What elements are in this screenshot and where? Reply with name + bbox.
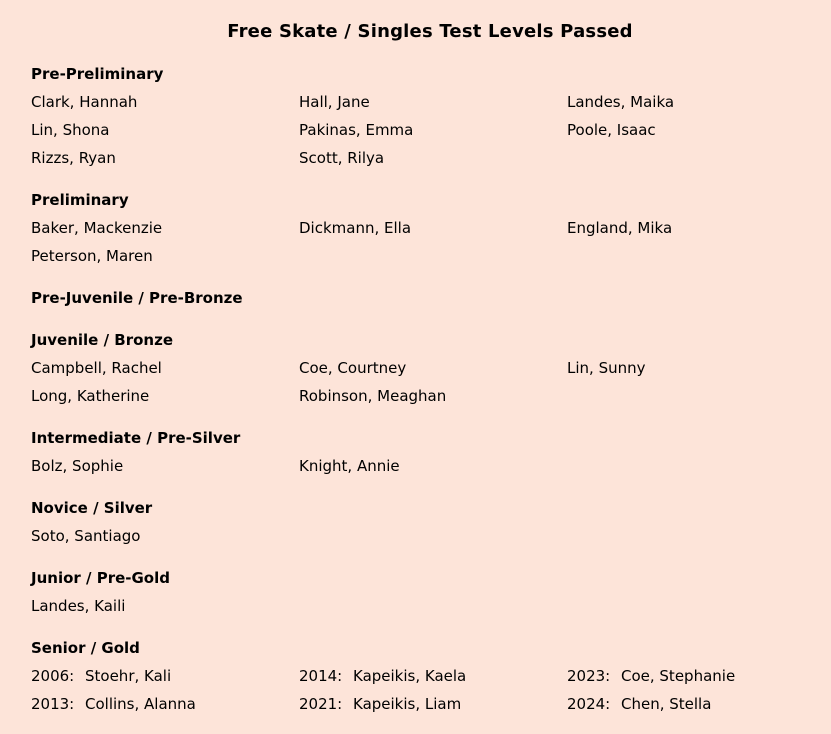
- name-grid: [31, 90, 811, 174]
- skater-name: England, Mika: [567, 219, 673, 237]
- senior-entry: [31, 664, 299, 692]
- empty-cell: [567, 524, 811, 552]
- senior-entry: [567, 664, 811, 692]
- skater-name: Kapeikis, Kaela: [353, 667, 467, 685]
- skater-name: Landes, Maika: [567, 93, 675, 111]
- skater-name: Landes, Kaili: [31, 597, 126, 615]
- pass-year: 2024:: [567, 695, 611, 713]
- section-senior-gold: [31, 636, 811, 720]
- section-preliminary: [31, 188, 811, 272]
- empty-cell: [299, 524, 567, 552]
- skater-name: Peterson, Maren: [31, 247, 153, 265]
- page-title: Free Skate / Singles Test Levels Passed: [227, 21, 633, 42]
- name-grid: [31, 524, 811, 552]
- empty-cell: [567, 594, 811, 622]
- skater-name: Bolz, Sophie: [31, 457, 124, 475]
- skater-name: Lin, Shona: [31, 121, 110, 139]
- empty-cell: [567, 146, 811, 174]
- section-heading: Juvenile / Bronze: [31, 331, 173, 349]
- skater-name: Dickmann, Ella: [299, 219, 412, 237]
- skater-name: Collins, Alanna: [85, 695, 196, 713]
- section-heading: Intermediate / Pre-Silver: [31, 429, 241, 447]
- skater-name: Rizzs, Ryan: [31, 149, 116, 167]
- section-heading: Pre-Juvenile / Pre-Bronze: [31, 289, 243, 307]
- pass-year: 2014:: [299, 667, 343, 685]
- test-level-list: [31, 62, 811, 734]
- section-heading: Novice / Silver: [31, 499, 153, 517]
- senior-entry: [299, 664, 567, 692]
- skater-name: Lin, Sunny: [567, 359, 646, 377]
- name-grid: [31, 216, 811, 272]
- skater-name: Clark, Hannah: [31, 93, 138, 111]
- skater-name: Knight, Annie: [299, 457, 400, 475]
- senior-gold-grid: [31, 664, 811, 720]
- skater-name: Kapeikis, Liam: [353, 695, 462, 713]
- skater-name: Poole, Isaac: [567, 121, 656, 139]
- skater-name: Campbell, Rachel: [31, 359, 162, 377]
- empty-cell: [567, 244, 811, 272]
- empty-cell: [567, 384, 811, 412]
- pass-year: 2023:: [567, 667, 611, 685]
- section-heading: Junior / Pre-Gold: [31, 569, 170, 587]
- name-grid: [31, 356, 811, 412]
- section-novice-silver: [31, 496, 811, 552]
- section-heading: Preliminary: [31, 191, 129, 209]
- senior-entry: [299, 692, 567, 720]
- empty-cell: [299, 594, 567, 622]
- pass-year: 2006:: [31, 667, 75, 685]
- skater-name: Stoehr, Kali: [85, 667, 172, 685]
- section-heading: Pre-Preliminary: [31, 65, 164, 83]
- pass-year: 2013:: [31, 695, 75, 713]
- section-intermediate-pre-silver: [31, 426, 811, 482]
- section-pre-preliminary: [31, 62, 811, 174]
- name-grid: [31, 454, 811, 482]
- skater-name: Scott, Rilya: [299, 149, 385, 167]
- skater-name: Coe, Courtney: [299, 359, 407, 377]
- section-junior-pre-gold: [31, 566, 811, 622]
- skater-name: Pakinas, Emma: [299, 121, 414, 139]
- skater-name: Soto, Santiago: [31, 527, 141, 545]
- skater-name: Baker, Mackenzie: [31, 219, 163, 237]
- section-heading: Senior / Gold: [31, 639, 140, 657]
- pass-year: 2021:: [299, 695, 343, 713]
- empty-cell: [299, 244, 567, 272]
- skater-name: Coe, Stephanie: [621, 667, 736, 685]
- name-grid: [31, 594, 811, 622]
- skater-name: Chen, Stella: [621, 695, 712, 713]
- section-juvenile-bronze: [31, 328, 811, 412]
- senior-entry: [31, 692, 299, 720]
- section-pre-juvenile-pre-bronze: [31, 286, 811, 314]
- skater-name: Hall, Jane: [299, 93, 370, 111]
- skater-name: Long, Katherine: [31, 387, 150, 405]
- skater-name: Robinson, Meaghan: [299, 387, 447, 405]
- senior-entry: [567, 692, 811, 720]
- empty-cell: [567, 454, 811, 482]
